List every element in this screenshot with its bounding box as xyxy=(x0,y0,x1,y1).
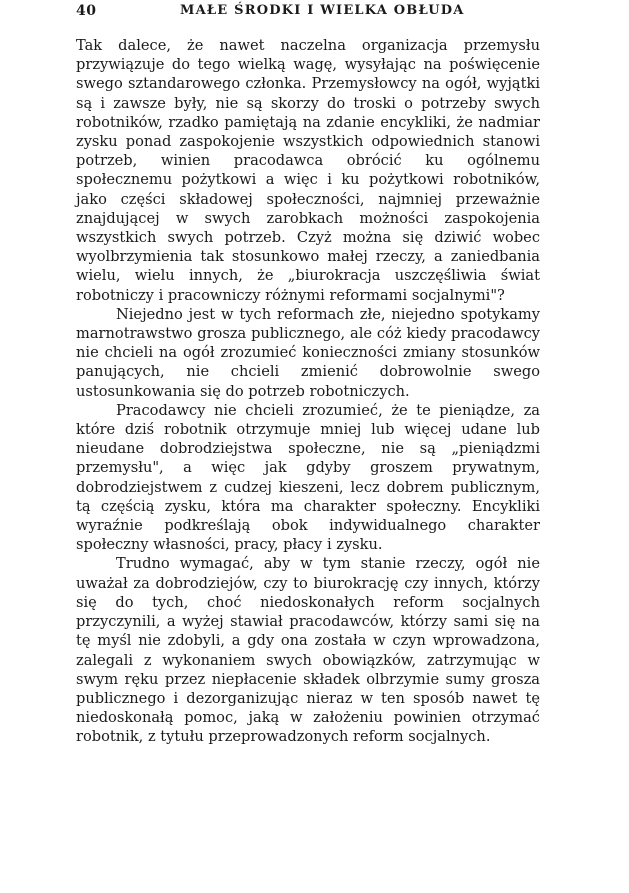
body-text xyxy=(76,36,540,747)
running-title: MAŁE ŚRODKI I WIELKA OBŁUDA xyxy=(180,3,465,18)
paragraph: Pracodawcy nie chcieli zrozumieć, że te pieniądze, za które dziś robotnik otrzymuje mniej lub więcej udane lub nieudane dobrodziejstwa społeczne, nie są „pieniądzmi przemysłu", a więc jak gdyby groszem prywatnym, dobrodziejstwem z cudzej kieszeni, lecz dobrem publicznym, tą częścią zysku, która ma charakter społeczny. Encykliki wyraźnie podkreślają obok indywidualnego charakter społeczny własności, pracy, płacy i zysku. xyxy=(76,401,540,554)
paragraph: Trudno wymagać, aby w tym stanie rzeczy, ogół nie uważał za dobrodziejów, czy to biurokrację czy innych, którzy się do tych, choć niedoskonałych reform socjalnych przyczynili, a wyżej stawiał pracodawców, którzy sami się na tę myśl nie zdobyli, a gdy ona została w czyn wprowadzona, zalegali z wykonaniem swych obowiązków, zatrzymując w swym ręku przez niepłacenie składek olbrzymie sumy grosza publicznego i dezorganizując nieraz w ten sposób nawet tę niedoskonałą pomoc, jaką w założeniu powinien otrzymać robotnik, z tytułu przeprowadzonych reform socjalnych. xyxy=(76,555,540,746)
paragraph: Tak dalece, że nawet naczelna organizacja przemysłu przywiązuje do tego wielką wagę, wysyłając na poświęcenie swego sztandarowego członka. Przemysłowcy na ogół, wyjątki są i zawsze były, nie są skorzy do troski o potrzeby swych robotników, rzadko pamiętają na zdanie encykliki, że nadmiar zysku ponad zaspokojenie wszystkich odpowiednich stanowi potrzeb, winien pracodawca obrócić ku ogólnemu społecznemu pożytkowi a więc i ku pożytkowi robotników, jako części składowej społeczności, najmniej przeważnie znajdującej w swych zarobkach możności zaspokojenia wszystkich swych potrzeb. Czyż można się dziwić wobec wyolbrzymienia tak stosunkowo małej rzeczy, a zaniedbania wielu, wielu innych, że „biurokracja uszczęśliwia świat robotniczy i pracowniczy różnymi reformami socjalnymi"? xyxy=(76,37,540,304)
paragraph: Niejedno jest w tych reformach złe, niejedno spotykamy marnotrawstwo grosza publicznego, ale cóż kiedy pracodawcy nie chcieli na ogół zrozumieć konieczności zmiany stosunków panujących, nie chcieli zmienić dobrowolnie swego ustosunkowania się do potrzeb robotniczych. xyxy=(76,305,540,400)
page-header xyxy=(70,3,570,23)
page-number: 40 xyxy=(76,3,97,19)
